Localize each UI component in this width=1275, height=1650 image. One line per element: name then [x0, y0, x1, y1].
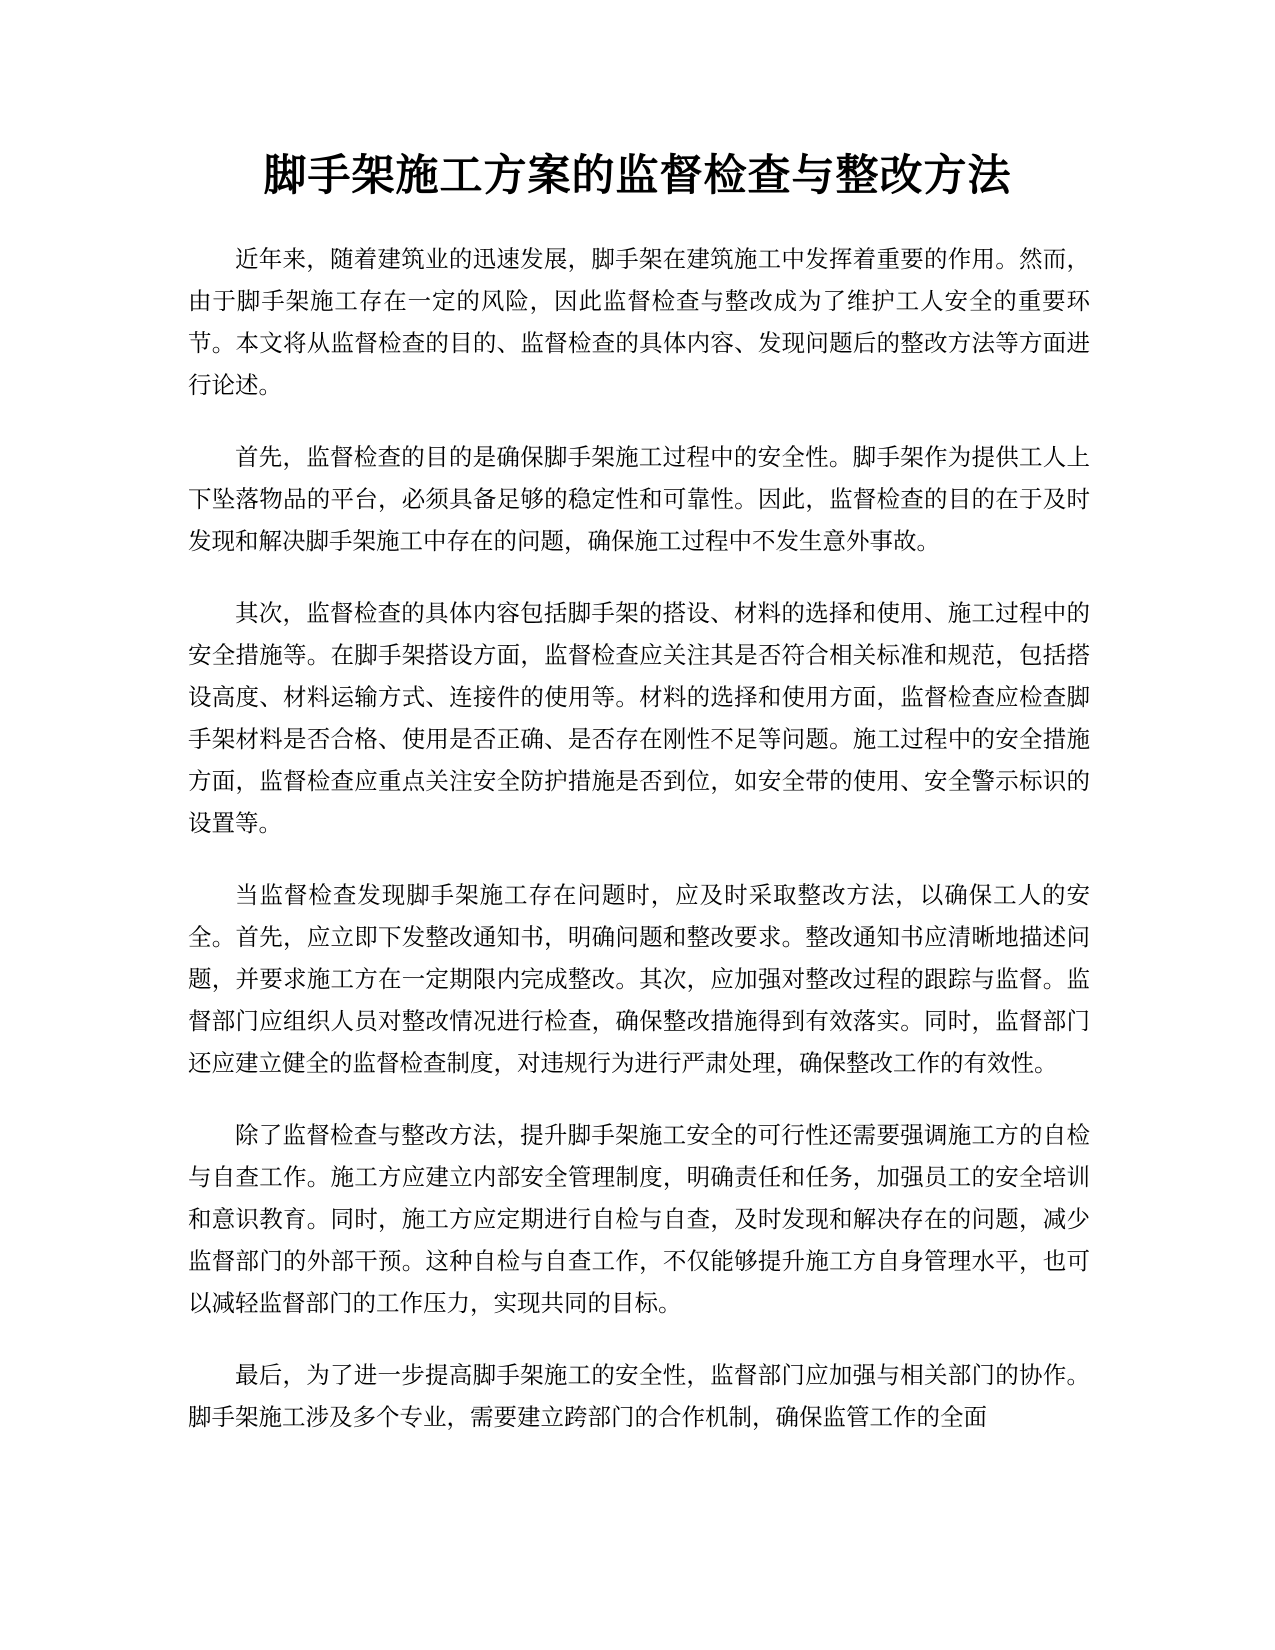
paragraph-rectification: 当监督检查发现脚手架施工存在问题时，应及时采取整改方法，以确保工人的安全。首先，应立即下发整改通知书，明确问题和整改要求。整改通知书应清晰地描述问题，并要求施工方在一定期限内完成整改。其次，应加强对整改过程的跟踪与监督。监督部门应组织人员对整改情况进行检查，确保整改措施得到有效落实。同时，监督部门还应建立健全的监督检查制度，对违规行为进行严肃处理，确保整改工作的有效性。 [188, 881, 1090, 1077]
paragraph-inspection-content: 其次，监督检查的具体内容包括脚手架的搭设、材料的选择和使用、施工过程中的安全措施等。在脚手架搭设方面，监督检查应关注其是否符合相关标准和规范，包括搭设高度、材料运输方式、连接件的使用等。材料的选择和使用方面，监督检查应检查脚手架材料是否合格、使用是否正确、是否存在刚性不足等问题。施工过程中的安全措施方面，监督检查应重点关注安全防护措施是否到位，如安全带的使用、安全警示标识的设置等。 [188, 599, 1090, 837]
paragraph-cooperation: 最后，为了进一步提高脚手架施工的安全性，监督部门应加强与相关部门的协作。脚手架施工涉及多个专业，需要建立跨部门的合作机制，确保监管工作的全面 [188, 1361, 1090, 1431]
paragraph-purpose: 首先，监督检查的目的是确保脚手架施工过程中的安全性。脚手架作为提供工人上下坠落物品的平台，必须具备足够的稳定性和可靠性。因此，监督检查的目的在于及时发现和解决脚手架施工中存在的问题，确保施工过程中不发生意外事故。 [188, 443, 1090, 555]
document-body [188, 238, 1090, 1468]
paragraph-self-inspection: 除了监督检查与整改方法，提升脚手架施工安全的可行性还需要强调施工方的自检与自查工作。施工方应建立内部安全管理制度，明确责任和任务，加强员工的安全培训和意识教育。同时，施工方应定期进行自检与自查，及时发现和解决存在的问题，减少监督部门的外部干预。这种自检与自查工作，不仅能够提升施工方自身管理水平，也可以减轻监督部门的工作压力，实现共同的目标。 [188, 1121, 1090, 1317]
document-title: 脚手架施工方案的监督检查与整改方法 [263, 151, 1012, 201]
paragraph-intro: 近年来，随着建筑业的迅速发展，脚手架在建筑施工中发挥着重要的作用。然而，由于脚手架施工存在一定的风险，因此监督检查与整改成为了维护工人安全的重要环节。本文将从监督检查的目的、监督检查的具体内容、发现问题后的整改方法等方面进行论述。 [188, 245, 1090, 399]
